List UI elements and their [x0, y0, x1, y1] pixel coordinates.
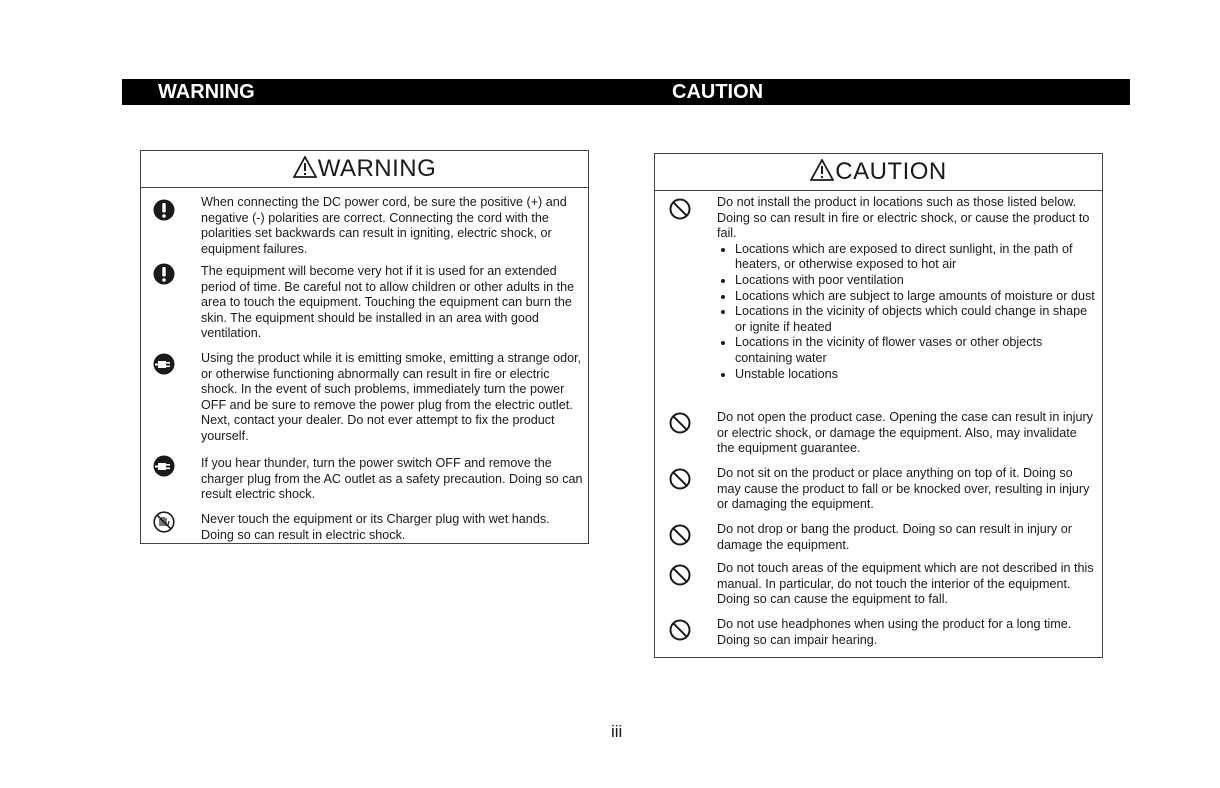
- mandatory-icon: [153, 199, 175, 221]
- prohibited-icon: [669, 198, 691, 220]
- caution-bullet-5: Locations in the vicinity of flower vases or other objects containing water: [717, 335, 1097, 366]
- caution-box: [654, 153, 1103, 658]
- caution-bullet-3: Locations which are subject to large amounts of moisture or dust: [717, 289, 1097, 305]
- prohibited-icon: [669, 468, 691, 490]
- warning-item-1: When connecting the DC power cord, be sure the positive (+) and negative (-) polarities are correct. Connecting the cord with the polarities set backwards can result in igniting, electric shock, or equipment failures.: [201, 195, 567, 256]
- caution-box-title: CAUTION: [655, 154, 1102, 191]
- no-wet-hands-icon: [153, 511, 175, 533]
- section-header-band: [122, 79, 1130, 105]
- caution-bullet-2: Locations with poor ventilation: [717, 273, 1097, 289]
- caution-bullet-4: Locations in the vicinity of objects which could change in shape or ignite if heated: [717, 304, 1097, 335]
- warning-box-title: WARNING: [141, 151, 588, 188]
- prohibited-icon: [669, 564, 691, 586]
- unplug-icon: [153, 353, 175, 375]
- caution-item-1-text: Do not install the product in locations such as those listed below. Doing so can result in fire or electric shock, or cause the product to fail.: [717, 195, 1090, 241]
- caution-item-4: Do not drop or bang the product. Doing so can result in injury or damage the equipment.: [717, 522, 1072, 552]
- prohibited-icon: [669, 412, 691, 434]
- warning-item-5: Never touch the equipment or its Charger plug with wet hands. Doing so can result in electric shock.: [201, 512, 550, 542]
- warning-triangle-icon: [810, 159, 834, 181]
- caution-bullet-6: Unstable locations: [717, 367, 1097, 383]
- warning-header-label: WARNING: [158, 81, 255, 103]
- warning-box: [140, 150, 589, 544]
- caution-item-3: Do not sit on the product or place anything on top of it. Doing so may cause the product to fall or be knocked over, resulting in injury or damaging the equipment.: [717, 466, 1090, 512]
- page-number: iii: [611, 722, 623, 741]
- caution-item-5: Do not touch areas of the equipment which are not described in this manual. In particular, do not touch the interior of the equipment. Doing so can cause the equipment to fall.: [717, 561, 1094, 607]
- prohibited-icon: [669, 524, 691, 546]
- caution-bullet-1: Locations which are exposed to direct sunlight, in the path of heaters, or otherwise exposed to hot air: [717, 242, 1097, 273]
- prohibited-icon: [669, 619, 691, 641]
- caution-item-1: [717, 195, 1097, 382]
- warning-item-2: The equipment will become very hot if it is used for an extended period of time. Be careful not to allow children or other adults in the area to touch the equipment. Touching the equipment can burn the skin. The equipment should be installed in an area with good ventilation.: [201, 264, 575, 341]
- caution-item-6: Do not use headphones when using the product for a long time. Doing so can impair hearing.: [717, 617, 1072, 647]
- warning-item-4: If you hear thunder, turn the power switch OFF and remove the charger plug from the AC outlet as a safety precaution. Doing so can result electric shock.: [201, 456, 583, 502]
- caution-header-label: CAUTION: [672, 81, 764, 103]
- caution-item-2: Do not open the product case. Opening the case can result in injury or electric shock, or damage the equipment. Also, may invalidate the equipment guarantee.: [717, 410, 1093, 456]
- unplug-icon: [153, 455, 175, 477]
- mandatory-icon: [153, 263, 175, 285]
- warning-triangle-icon: [293, 156, 317, 178]
- warning-item-3: Using the product while it is emitting smoke, emitting a strange odor, or otherwise functioning abnormally can result in fire or electric shock. In the event of such problems, immediately turn the power OFF and be sure to remove the power plug from the electric outlet. Next, contact your dealer. Do not ever attempt to fix the product yourself.: [201, 351, 582, 443]
